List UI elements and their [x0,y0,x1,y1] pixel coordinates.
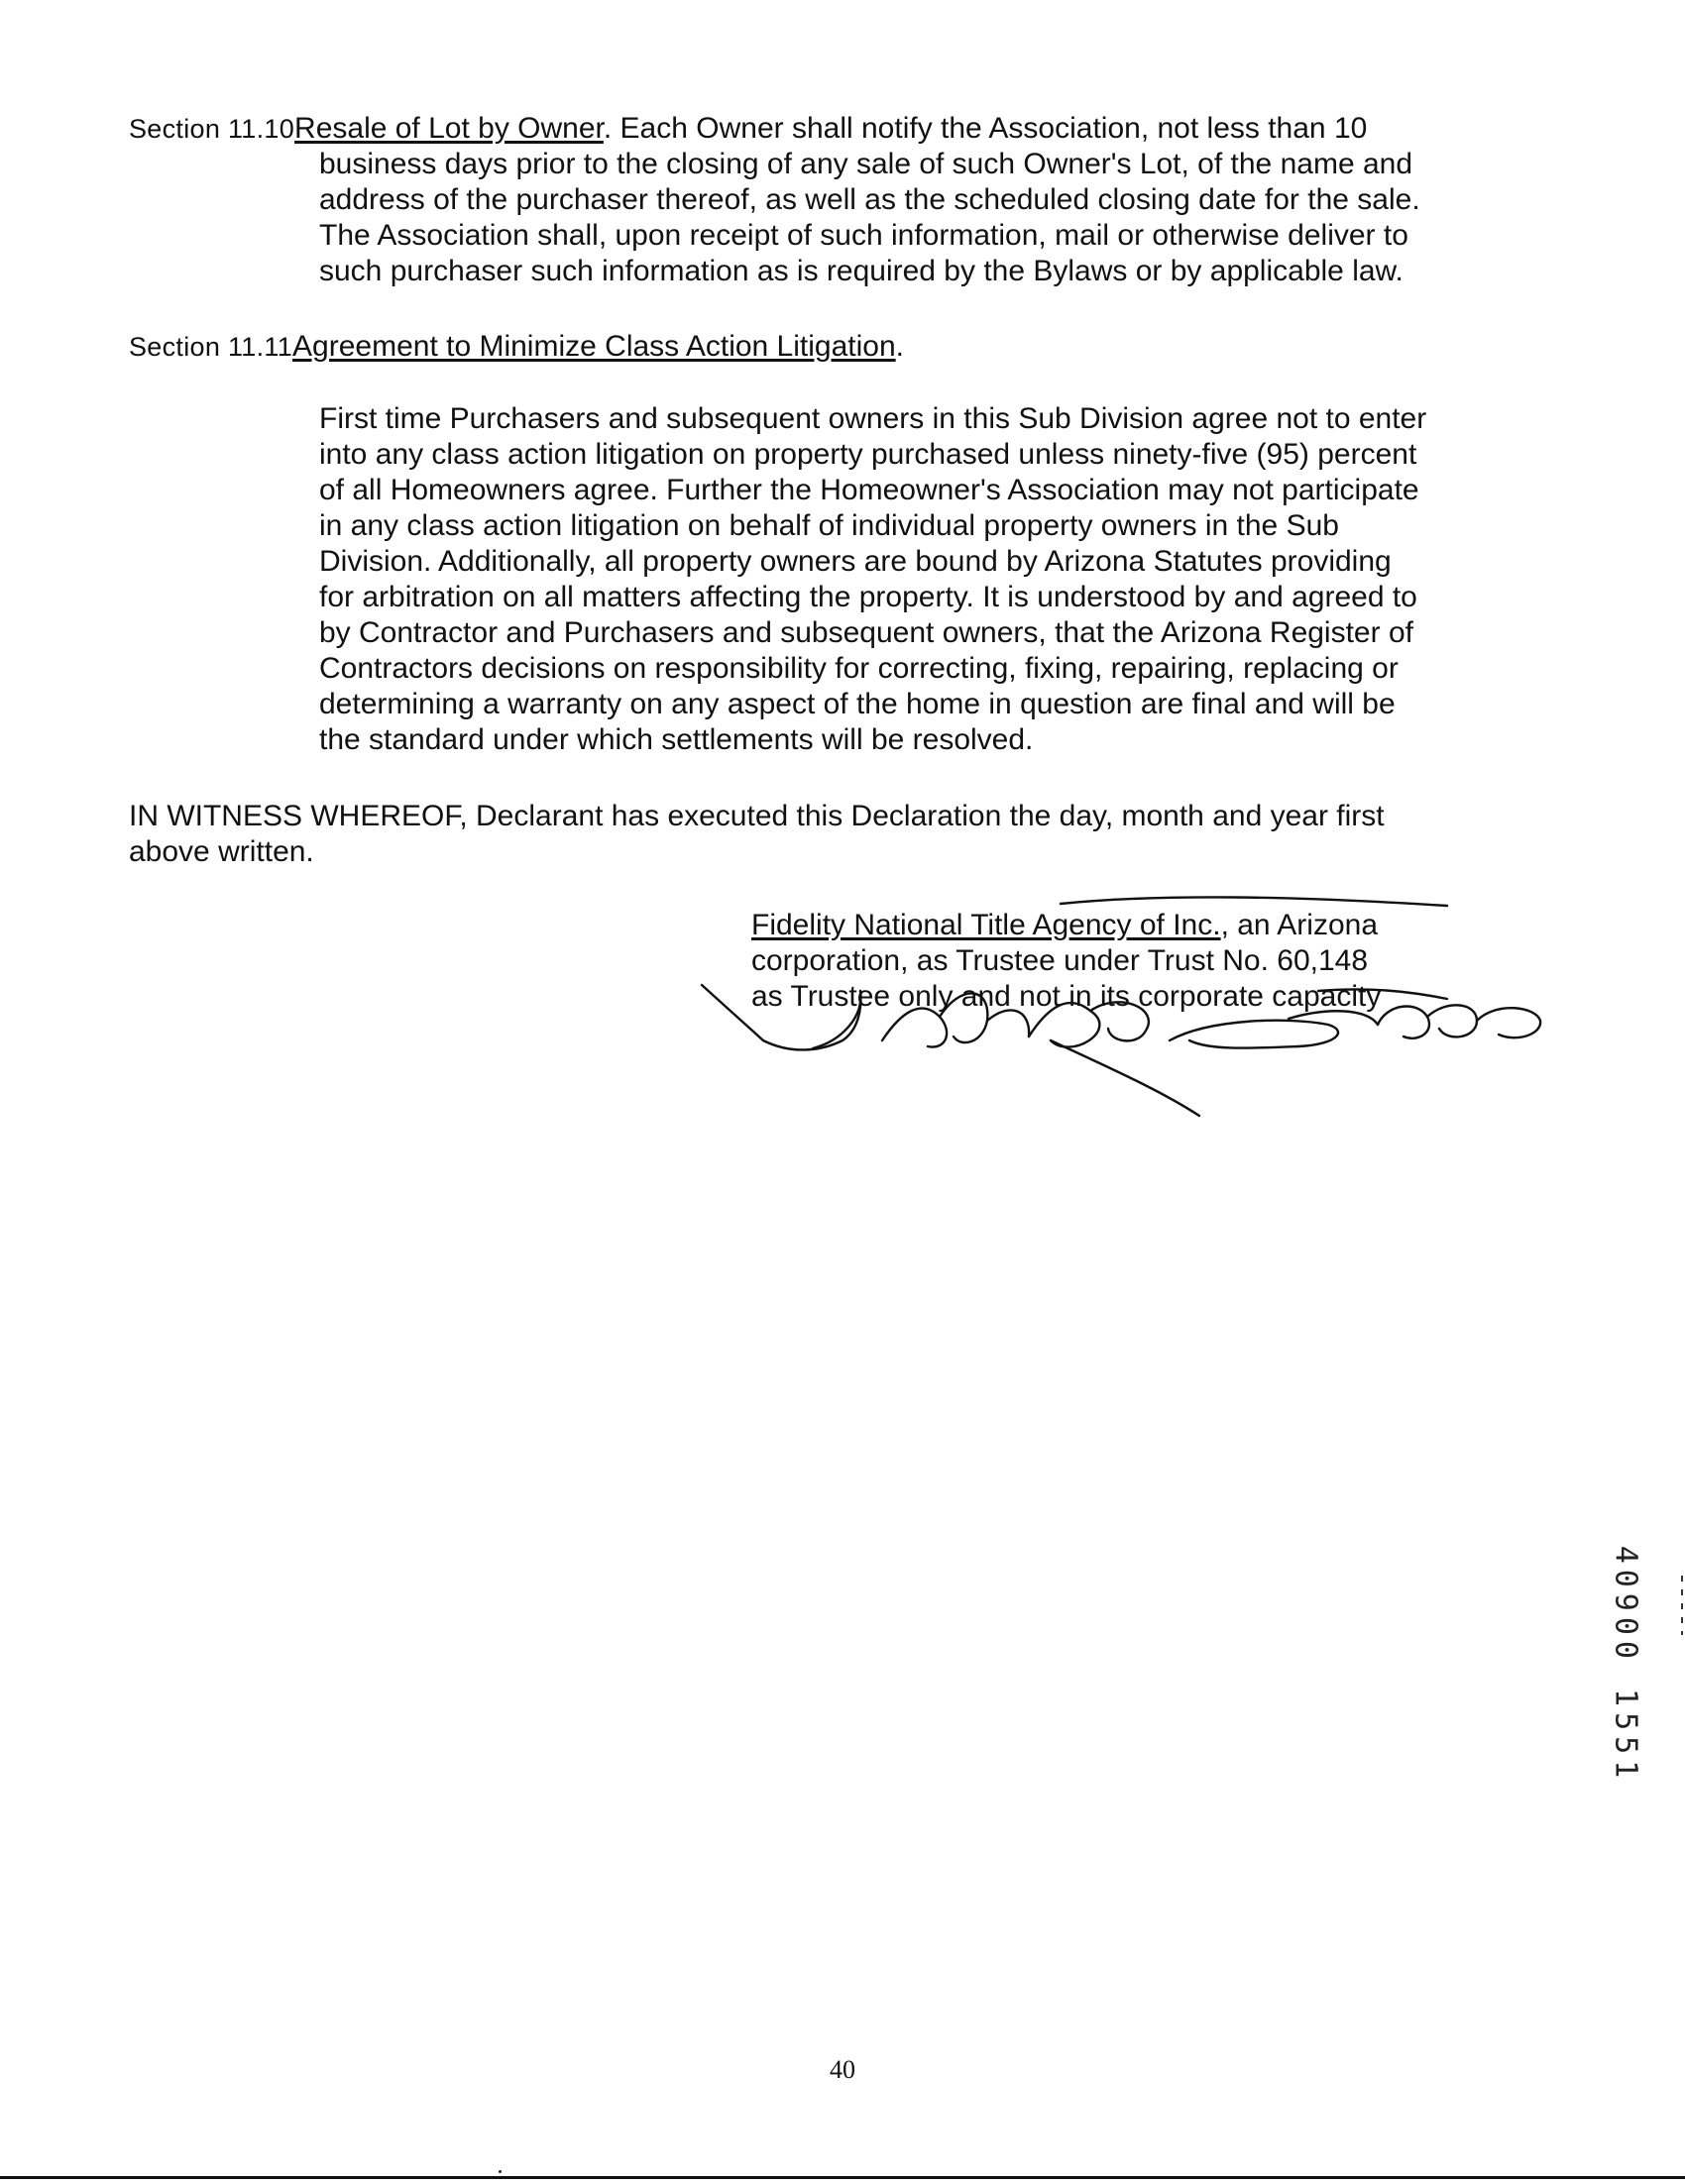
section-11-10-body: business days prior to the closing of any sale of such Owner's Lot, of the name and address of the purchaser thereof, as well as the scheduled closing date for the sale. The Association shall, upon receipt of such information, mail or otherwise deliver to such purchaser such information as is required by the Bylaws or by applicable law. [319,148,1420,287]
signatory-name-line [751,908,1505,943]
section-number: Section 11.10 [129,114,295,144]
section-11-11-body: First time Purchasers and subsequent owners in this Sub Division agree not to enter into any class action litigation on property purchased unless ninety-five (95) percent of all Homeowners agree. Further the Homeowner's Association may not participate in any class action litigation on behalf of individual property owners in the Sub Division. Additionally, all property owners are bound by Arizona Statutes providing for arbitration on all matters affecting the property. It is understood by and agreed to by Contractor and Purchasers and subsequent owners, that the Arizona Register of Contractors decisions on responsibility for correcting, fixing, repairing, replacing or determining a warranty on any aspect of the home in question are final and will be the standard under which settlements will be resolved. [319,402,1427,756]
witness-clause: IN WITNESS WHEREOF, Declarant has executed this Declaration the day, month and year first above written. [129,800,1385,868]
scan-dot [499,2170,502,2173]
section-lead-text: . [895,330,904,363]
section-11-11-heading [129,329,1566,365]
signature-block [751,908,1505,1015]
signatory-name: Fidelity National Title Agency of Inc. [751,909,1221,941]
scan-bottom-edge [0,2176,1685,2179]
scan-edge-mark [1681,1576,1683,1635]
page-number: 40 [830,2055,855,2084]
signatory-line-2: corporation, as Trustee under Trust No. 60,148 [751,944,1369,977]
section-lead-text: . Each Owner shall notify the Association, not less than 10 [603,112,1368,145]
recording-stamp: 40900 1551 [1608,1545,1643,1785]
signatory-line-3: as Trustee only and not in its corporate capacity [751,980,1382,1013]
section-title: Resale of Lot by Owner [294,112,604,145]
section-title: Agreement to Minimize Class Action Litigation [292,330,896,363]
section-number: Section 11.11 [129,332,293,362]
section-11-10-heading [129,111,1566,147]
signatory-name-suffix: , an Arizona [1220,909,1379,941]
